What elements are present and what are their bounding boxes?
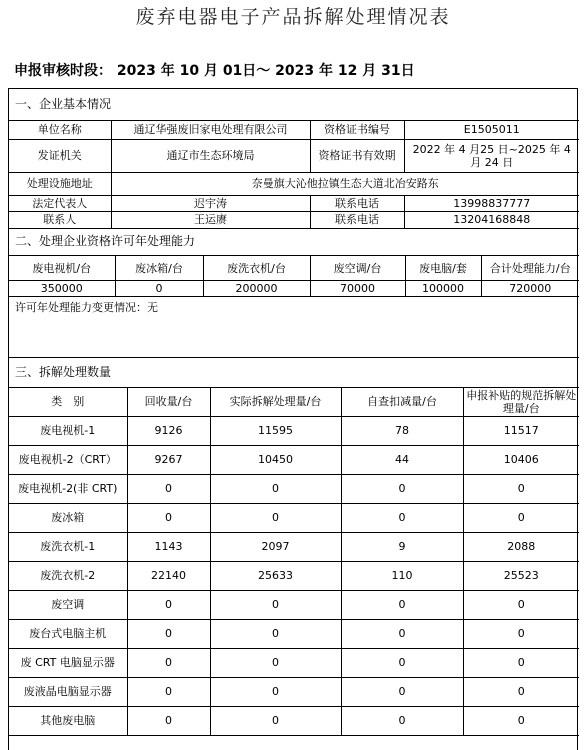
dismantle-cell-category: 废电视机-1 xyxy=(9,416,127,445)
dismantle-cell-deducted: 44 xyxy=(341,445,463,474)
dismantle-rows xyxy=(9,416,579,735)
unit-name-value: 通辽华强废旧家电处理有限公司 xyxy=(111,120,310,139)
contact-phone-value: 13204168848 xyxy=(404,211,579,228)
table-row xyxy=(9,445,579,474)
dismantle-cell-claimed: 11517 xyxy=(463,416,579,445)
dismantle-cell-claimed: 0 xyxy=(463,590,579,619)
capacity-table xyxy=(9,229,579,359)
dismantle-cell-claimed: 0 xyxy=(463,503,579,532)
validity-value: 2022 年 4 月25 日~2025 年 4 月 24 日 xyxy=(404,139,579,172)
table-row xyxy=(9,416,579,445)
legal-phone-value: 13998837777 xyxy=(404,195,579,211)
dismantle-cell-category: 废电视机-2（CRT） xyxy=(9,445,127,474)
contact-phone-label: 联系电话 xyxy=(310,211,404,228)
dismantle-cell-dismantled: 0 xyxy=(210,677,341,706)
dismantle-cell-claimed: 0 xyxy=(463,648,579,677)
capacity-value-pc: 100000 xyxy=(405,281,481,297)
table-row xyxy=(9,561,579,590)
dismantle-cell-dismantled: 0 xyxy=(210,619,341,648)
table-row xyxy=(9,619,579,648)
dismantle-cell-claimed: 0 xyxy=(463,706,579,735)
dismantling-table xyxy=(9,358,579,736)
issuer-value: 通辽市生态环境局 xyxy=(111,139,310,172)
dismantle-cell-claimed: 0 xyxy=(463,474,579,503)
document-title: 废弃电器电子产品拆解处理情况表 xyxy=(135,6,451,28)
enterprise-info-table xyxy=(9,89,579,229)
dismantle-cell-deducted: 0 xyxy=(341,590,463,619)
facility-value: 奈曼旗大沁他拉镇生态大道北冶安路东 xyxy=(111,172,579,195)
table-row xyxy=(9,706,579,735)
dismantle-cell-claimed: 2088 xyxy=(463,532,579,561)
dismantle-cell-deducted: 0 xyxy=(341,706,463,735)
dismantle-header-category: 类 别 xyxy=(9,387,127,416)
dismantle-cell-recovered: 1143 xyxy=(127,532,210,561)
legal-rep-label: 法定代表人 xyxy=(9,195,111,211)
dismantle-cell-category: 废电视机-2(非 CRT) xyxy=(9,474,127,503)
dismantle-cell-category: 废液晶电脑显示器 xyxy=(9,677,127,706)
dismantle-cell-category: 废 CRT 电脑显示器 xyxy=(9,648,127,677)
validity-label: 资格证书有效期 xyxy=(310,139,404,172)
cert-no-value: E1505011 xyxy=(404,120,579,139)
dismantle-cell-category: 废冰箱 xyxy=(9,503,127,532)
dismantle-cell-recovered: 0 xyxy=(127,706,210,735)
capacity-header-ac: 废空调/台 xyxy=(310,256,405,281)
dismantle-cell-recovered: 0 xyxy=(127,474,210,503)
capacity-header-pc: 废电脑/套 xyxy=(405,256,481,281)
report-sheet xyxy=(8,88,578,750)
dismantle-cell-recovered: 0 xyxy=(127,619,210,648)
dismantle-cell-recovered: 0 xyxy=(127,503,210,532)
cert-no-label: 资格证书编号 xyxy=(310,120,404,139)
table-row xyxy=(9,474,579,503)
dismantle-cell-dismantled: 0 xyxy=(210,474,341,503)
table-row xyxy=(9,590,579,619)
table-row xyxy=(9,532,579,561)
contact-value: 王运赓 xyxy=(111,211,310,228)
dismantle-cell-category: 其他废电脑 xyxy=(9,706,127,735)
dismantle-cell-dismantled: 10450 xyxy=(210,445,341,474)
unit-name-label: 单位名称 xyxy=(9,120,111,139)
table-row xyxy=(9,677,579,706)
contact-label: 联系人 xyxy=(9,211,111,228)
dismantle-header-recovered: 回收量/台 xyxy=(127,387,210,416)
capacity-header-total: 合计处理能力/台 xyxy=(481,256,579,281)
dismantle-cell-dismantled: 0 xyxy=(210,648,341,677)
capacity-value-washer: 200000 xyxy=(203,281,310,297)
dismantle-cell-recovered: 0 xyxy=(127,677,210,706)
dismantle-cell-claimed: 0 xyxy=(463,619,579,648)
capacity-value-total: 720000 xyxy=(481,281,579,297)
issuer-label: 发证机关 xyxy=(9,139,111,172)
dismantle-header-dismantled: 实际拆解处理量/台 xyxy=(210,387,341,416)
dismantle-cell-recovered: 0 xyxy=(127,648,210,677)
dismantle-cell-dismantled: 0 xyxy=(210,706,341,735)
dismantle-cell-recovered: 9126 xyxy=(127,416,210,445)
capacity-change-note: 许可年处理能力变更情况：无 xyxy=(9,297,579,358)
dismantle-cell-deducted: 0 xyxy=(341,619,463,648)
dismantle-cell-category: 废台式电脑主机 xyxy=(9,619,127,648)
legal-phone-label: 联系电话 xyxy=(310,195,404,211)
dismantle-cell-deducted: 9 xyxy=(341,532,463,561)
dismantle-cell-deducted: 110 xyxy=(341,561,463,590)
facility-label: 处理设施地址 xyxy=(9,172,111,195)
dismantle-cell-deducted: 0 xyxy=(341,503,463,532)
dismantle-cell-category: 废空调 xyxy=(9,590,127,619)
legal-rep-value: 迟宇涛 xyxy=(111,195,310,211)
section2-heading: 二、处理企业资格许可年处理能力 xyxy=(9,229,579,256)
dismantle-cell-dismantled: 0 xyxy=(210,503,341,532)
dismantle-cell-deducted: 0 xyxy=(341,677,463,706)
capacity-header-washer: 废洗衣机/台 xyxy=(203,256,310,281)
dismantle-cell-claimed: 0 xyxy=(463,677,579,706)
dismantle-cell-category: 废洗衣机-1 xyxy=(9,532,127,561)
dismantle-cell-dismantled: 2097 xyxy=(210,532,341,561)
dismantle-cell-deducted: 0 xyxy=(341,474,463,503)
dismantle-cell-category: 废洗衣机-2 xyxy=(9,561,127,590)
dismantle-cell-deducted: 78 xyxy=(341,416,463,445)
dismantle-cell-claimed: 10406 xyxy=(463,445,579,474)
capacity-header-tv: 废电视机/台 xyxy=(9,256,115,281)
dismantle-cell-dismantled: 0 xyxy=(210,590,341,619)
section3-heading: 三、拆解处理数量 xyxy=(9,358,579,387)
dismantle-cell-dismantled: 25633 xyxy=(210,561,341,590)
dismantle-cell-dismantled: 11595 xyxy=(210,416,341,445)
section1-heading: 一、企业基本情况 xyxy=(9,89,579,120)
capacity-value-ac: 70000 xyxy=(310,281,405,297)
table-row xyxy=(9,648,579,677)
dismantle-cell-recovered: 0 xyxy=(127,590,210,619)
dismantle-cell-recovered: 9267 xyxy=(127,445,210,474)
dismantle-cell-recovered: 22140 xyxy=(127,561,210,590)
table-row xyxy=(9,503,579,532)
capacity-header-fridge: 废冰箱/台 xyxy=(115,256,203,281)
capacity-value-fridge: 0 xyxy=(115,281,203,297)
dismantle-cell-deducted: 0 xyxy=(341,648,463,677)
dismantle-cell-claimed: 25523 xyxy=(463,561,579,590)
dismantle-header-deducted: 自查扣减量/台 xyxy=(341,387,463,416)
dismantle-header-claimed: 申报补贴的规范拆解处理量/台 xyxy=(463,387,579,416)
capacity-value-tv: 350000 xyxy=(9,281,115,297)
reporting-period: 申报审核时段： 2023 年 10 月 01日～ 2023 年 12 月 31日 xyxy=(14,63,415,79)
